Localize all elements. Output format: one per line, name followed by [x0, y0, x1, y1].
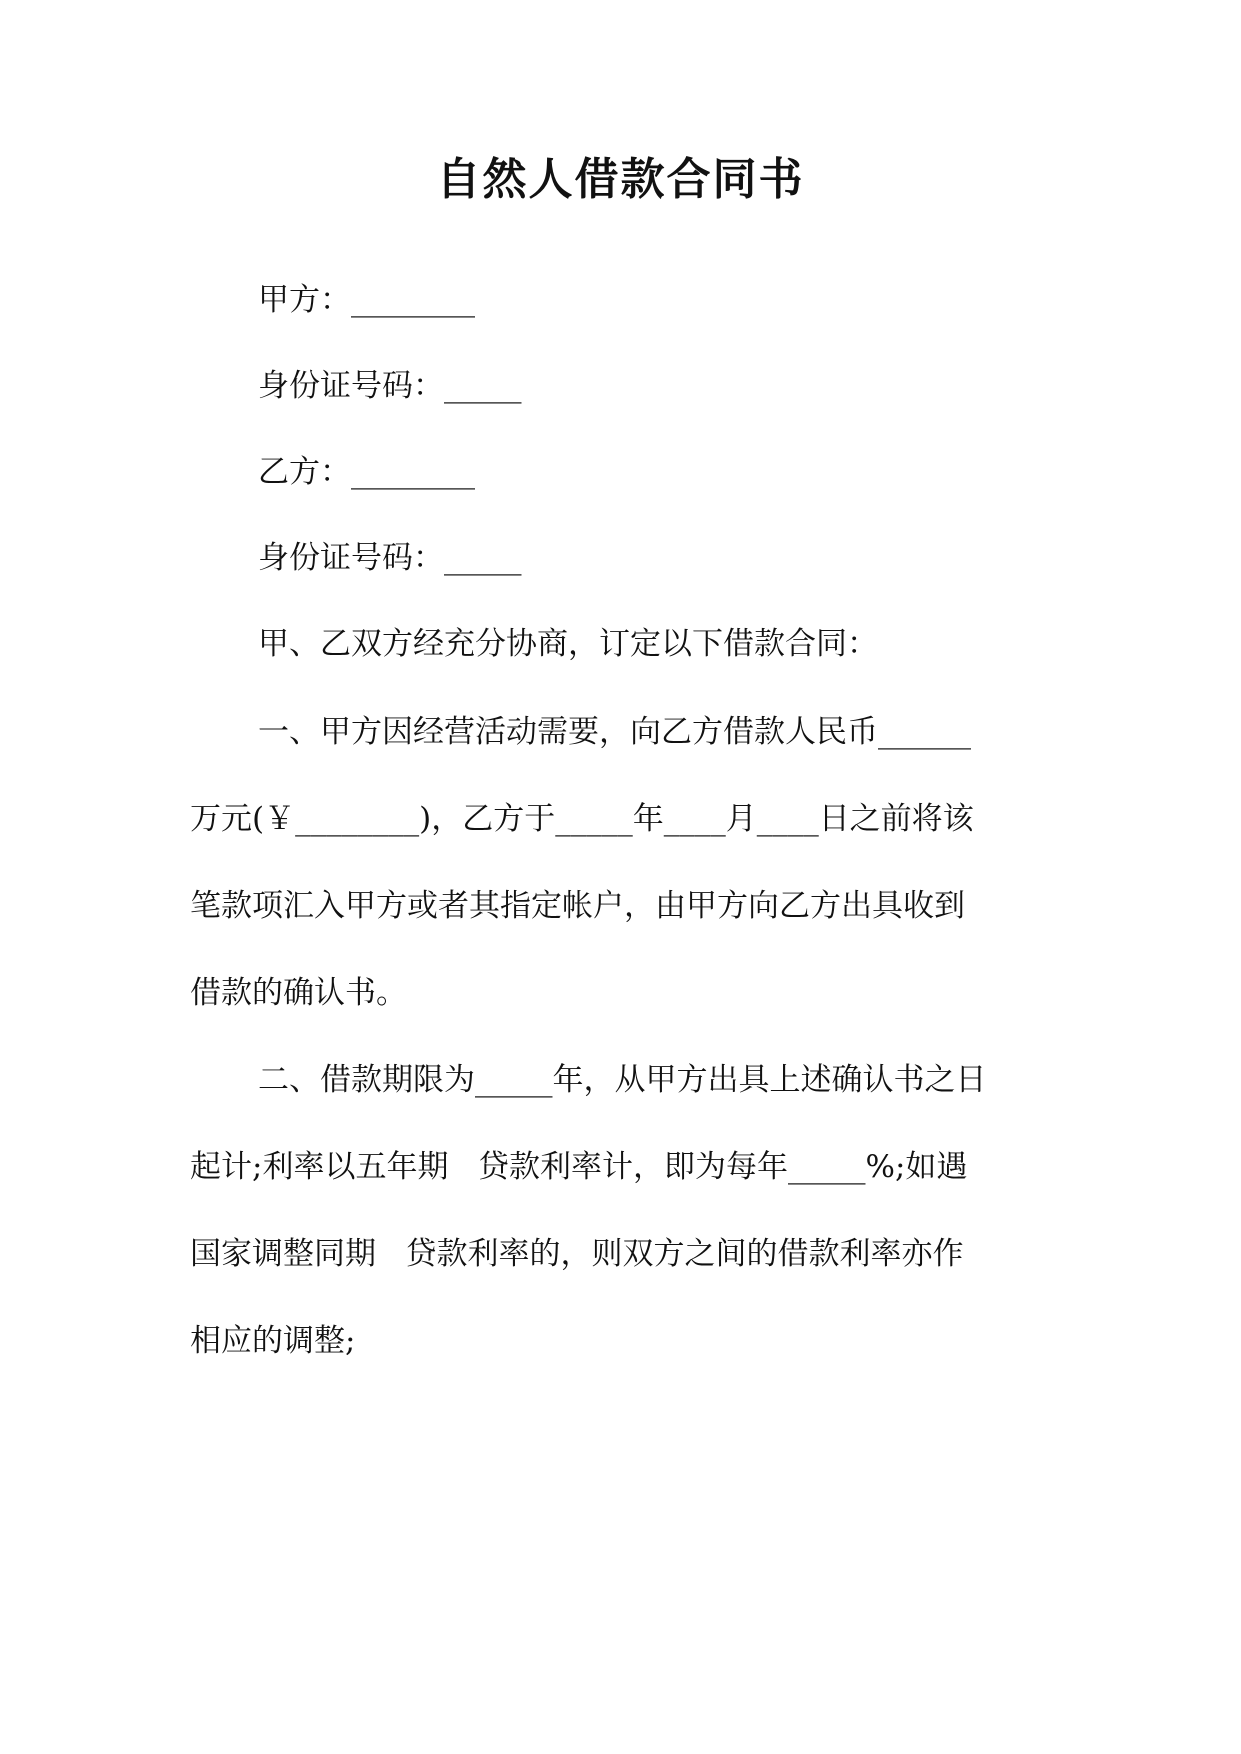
clause-2-line-3: 国家调整同期 贷款利率的，则双方之间的借款利率亦作 — [190, 1236, 964, 1272]
clause-1-line-4: 借款的确认书。 — [190, 975, 407, 1011]
party-b-line: 乙方：________ — [258, 454, 475, 490]
clause-2-line-2: 起计;利率以五年期 贷款利率计，即为每年_____%;如遇 — [190, 1149, 968, 1185]
clause-1-line-2: 万元(￥________)，乙方于_____年____月____日之前将该 — [190, 801, 974, 837]
clause-2-line-1: 二、借款期限为_____年，从甲方出具上述确认书之日 — [258, 1062, 987, 1098]
clause-1-line-3: 笔款项汇入甲方或者其指定帐户，由甲方向乙方出具收到 — [190, 888, 965, 924]
preamble-line: 甲、乙双方经充分协商，订定以下借款合同： — [258, 626, 878, 662]
party-a-id-line: 身份证号码：_____ — [258, 368, 522, 404]
party-a-line: 甲方：________ — [258, 282, 475, 318]
document-title: 自然人借款合同书 — [436, 154, 805, 205]
clause-1-line-1: 一、甲方因经营活动需要，向乙方借款人民币______ — [258, 714, 971, 750]
clause-2-line-4: 相应的调整; — [190, 1323, 356, 1359]
party-b-id-line: 身份证号码：_____ — [258, 540, 522, 576]
